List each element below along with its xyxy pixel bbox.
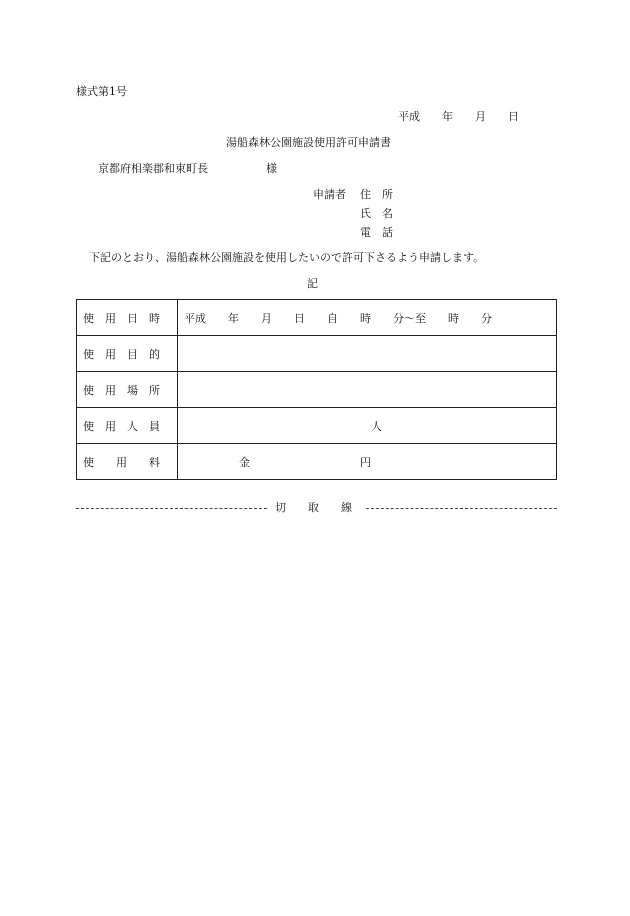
ki-heading: 記 (307, 277, 318, 290)
addressee: 京都府相楽郡和束町長 (98, 162, 208, 175)
cut-line-dash-left (76, 508, 267, 509)
label-usage-place: 使 用 場 所 (77, 372, 178, 408)
applicant-address-label: 住 所 (360, 188, 393, 201)
table-row-usage-people (77, 408, 557, 444)
table-row-usage-fee (77, 444, 557, 480)
field-usage-purpose[interactable] (178, 336, 557, 372)
form-number: 様式第1号 (76, 85, 127, 98)
label-usage-people: 使 用 人 員 (77, 408, 178, 444)
table-row-usage-place (77, 372, 557, 408)
table-row-usage-purpose (77, 336, 557, 372)
applicant-label: 申請者 (313, 188, 346, 201)
field-usage-people[interactable]: 人 (178, 408, 557, 444)
request-statement: 下記のとおり、湯船森林公園施設を使用したいので許可下さるよう申請します。 (89, 251, 485, 264)
label-usage-purpose: 使 用 目 的 (77, 336, 178, 372)
label-usage-datetime: 使 用 日 時 (77, 300, 178, 336)
label-usage-fee: 使 用 料 (77, 444, 178, 480)
field-usage-datetime[interactable]: 平成 年 月 日 自 時 分〜至 時 分 (178, 300, 557, 336)
application-date: 平成 年 月 日 (398, 110, 519, 123)
cut-line-label: 切 取 線 (275, 501, 352, 514)
usage-details-table (76, 299, 557, 480)
cut-line-dash-right (366, 508, 557, 509)
field-usage-place[interactable] (178, 372, 557, 408)
applicant-phone-label: 電 話 (360, 226, 393, 239)
addressee-honorific: 様 (266, 162, 277, 175)
cut-line (76, 501, 557, 515)
document-title: 湯船森林公園施設使用許可申請書 (226, 136, 391, 149)
applicant-name-label: 氏 名 (360, 207, 393, 220)
field-usage-fee[interactable]: 金 円 (178, 444, 557, 480)
table-row-usage-datetime (77, 300, 557, 336)
